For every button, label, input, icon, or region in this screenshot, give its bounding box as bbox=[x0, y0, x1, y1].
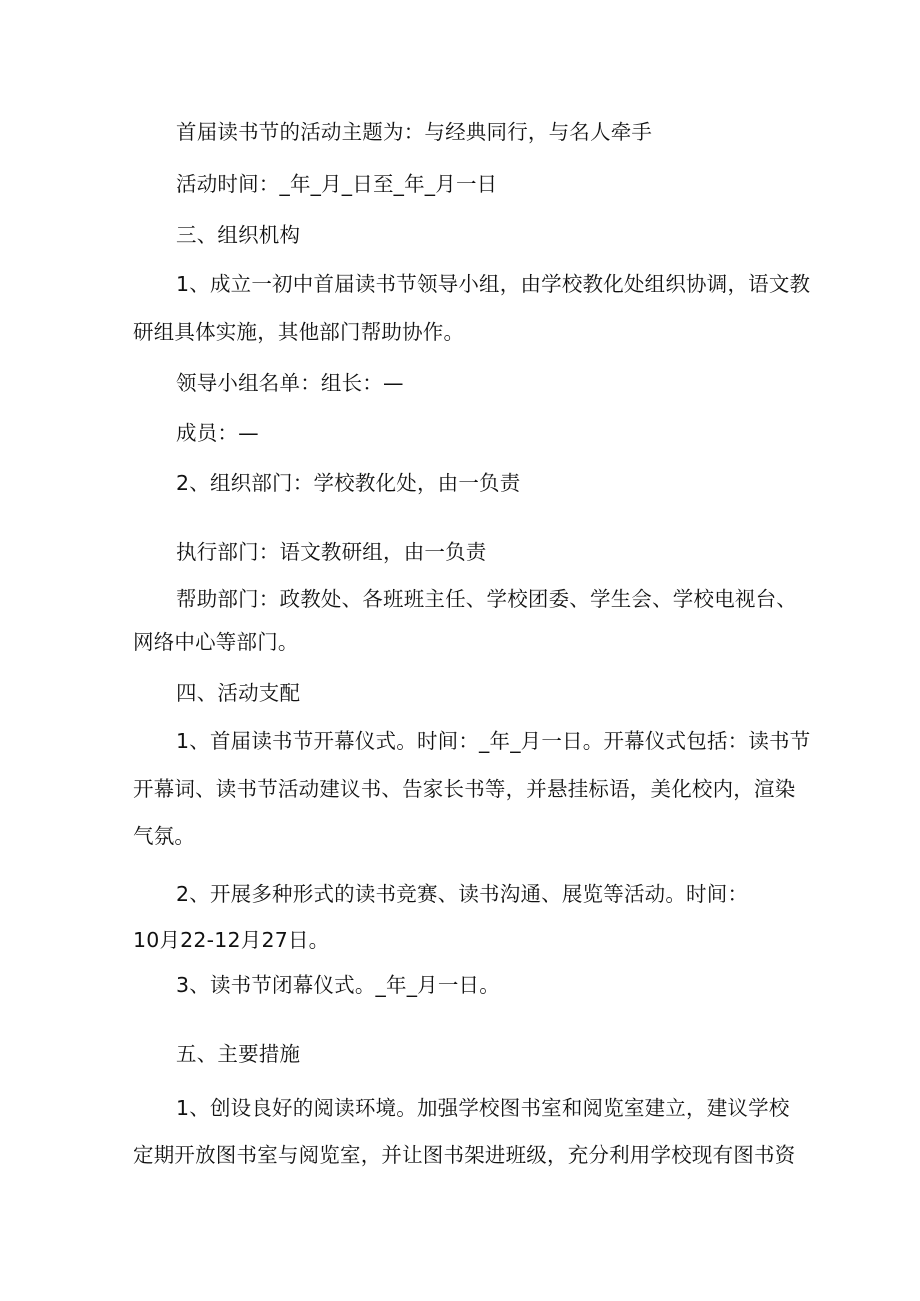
section-heading-organization: 三、组织机构 bbox=[176, 223, 301, 247]
paragraph-line: 3、读书节闭幕仪式。_年_月一日。 bbox=[176, 973, 500, 997]
paragraph-line: 气氛。 bbox=[133, 824, 196, 848]
paragraph-line: 定期开放图书室与阅览室，并让图书架进班级，充分利用学校现有图书资 bbox=[133, 1143, 796, 1167]
leader-list-line: 领导小组名单：组长：— bbox=[176, 371, 404, 395]
members-line: 成员：— bbox=[176, 421, 259, 445]
paragraph-line: 开幕词、读书节活动建议书、告家长书等，并悬挂标语，美化校内，渲染 bbox=[133, 777, 796, 801]
section-heading-activities: 四、活动支配 bbox=[176, 681, 301, 705]
executing-dept-line: 执行部门：语文教研组，由一负责 bbox=[176, 540, 487, 564]
paragraph-line: 网络中心等部门。 bbox=[133, 630, 299, 654]
paragraph-line: 1、创设良好的阅读环境。加强学校图书室和阅览室建立，建议学校 bbox=[176, 1096, 790, 1120]
theme-line: 首届读书节的活动主题为：与经典同行，与名人牵手 bbox=[176, 120, 653, 144]
paragraph-line: 10月22-12月27日。 bbox=[133, 928, 330, 952]
activity-time-line: 活动时间：_年_月_日至_年_月一日 bbox=[176, 172, 498, 196]
paragraph-line: 1、成立一初中首届读书节领导小组，由学校教化处组织协调，语文教 bbox=[176, 272, 811, 296]
paragraph-line: 研组具体实施，其他部门帮助协作。 bbox=[133, 320, 465, 344]
helping-dept-line: 帮助部门：政教处、各班班主任、学校团委、学生会、学校电视台、 bbox=[176, 587, 797, 611]
organizing-dept-line: 2、组织部门：学校教化处，由一负责 bbox=[176, 471, 521, 495]
paragraph-line: 2、开展多种形式的读书竞赛、读书沟通、展览等活动。时间： bbox=[176, 882, 749, 906]
paragraph-line: 1、首届读书节开幕仪式。时间：_年_月一日。开幕仪式包括：读书节 bbox=[176, 729, 811, 753]
section-heading-measures: 五、主要措施 bbox=[176, 1042, 301, 1066]
